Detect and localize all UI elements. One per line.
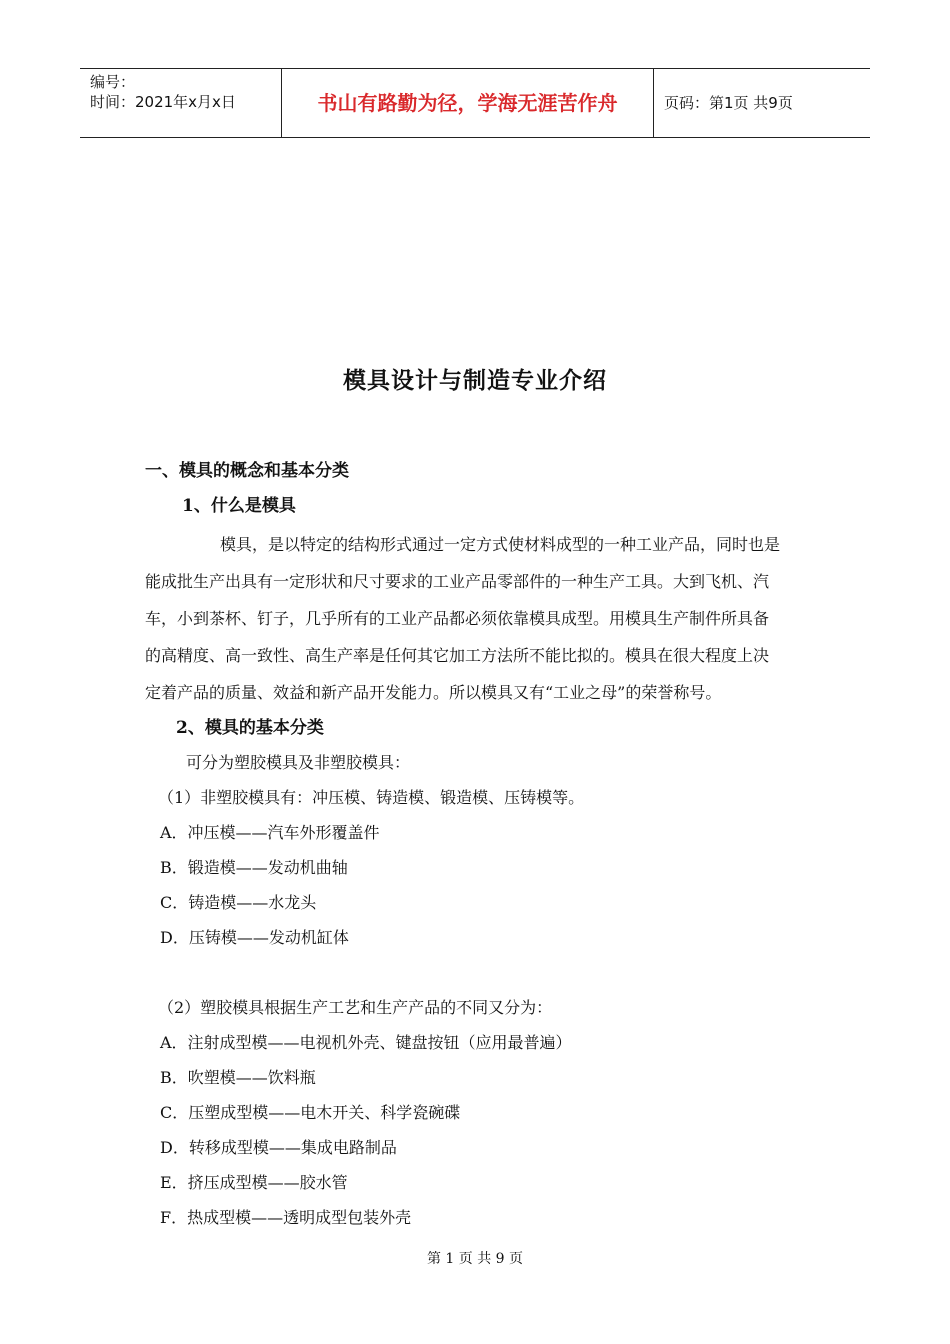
list-item: A．冲压模——汽车外形覆盖件 [160, 823, 380, 842]
page-title: 模具设计与制造专业介绍 [343, 367, 607, 394]
list-item: E．挤压成型模——胶水管 [160, 1173, 348, 1192]
list-item: F．热成型模——透明成型包装外壳 [160, 1208, 412, 1227]
list-item: A．注射成型模——电视机外壳、键盘按钮（应用最普遍） [160, 1033, 572, 1052]
section-heading: 一、模具的概念和基本分类 [145, 461, 349, 481]
list-item: D．转移成型模——集成电路制品 [160, 1138, 397, 1157]
paragraph-line: 车，小到茶杯、钉子，几乎所有的工业产品都必须依靠模具成型。用模具生产制件所具备 [145, 609, 770, 628]
number-label: 编号： [90, 73, 136, 91]
definition-paragraph [145, 526, 810, 711]
paragraph-line: 的高精度、高一致性、高生产率是任何其它加工方法所不能比拟的。模具在很大程度上决 [145, 646, 770, 665]
header-info-cell [80, 69, 282, 137]
motto: 书山有路勤为径，学海无涯苦作舟 [282, 69, 654, 137]
group-label-plastic: （2）塑胶模具根据生产工艺和生产产品的不同又分为： [158, 998, 553, 1017]
subsection-heading-1: 1、什么是模具 [182, 496, 296, 516]
list-item: B．锻造模——发动机曲轴 [160, 858, 348, 877]
subsection-heading-2: 2、模具的基本分类 [176, 718, 324, 738]
list-item: C．铸造模——水龙头 [160, 893, 317, 912]
paragraph-line: 能成批生产出具有一定形状和尺寸要求的工业产品零部件的一种生产工具。大到飞机、汽 [145, 572, 770, 591]
paragraph-line: 定着产品的质量、效益和新产品开发能力。所以模具又有“工业之母”的荣誉称号。 [145, 683, 722, 702]
list-item: C．压塑成型模——电木开关、科学瓷碗碟 [160, 1103, 461, 1122]
list-item: D．压铸模——发动机缸体 [160, 928, 349, 947]
group-label-non-plastic: （1）非塑胶模具有：冲压模、铸造模、锻造模、压铸模等。 [158, 788, 585, 807]
page-footer: 第 1 页 共 9 页 [426, 1251, 524, 1267]
paragraph-line: 模具，是以特定的结构形式通过一定方式使材料成型的一种工业产品，同时也是 [220, 535, 781, 554]
time-label: 时间：2021年x月x日 [90, 93, 236, 111]
header-table [80, 68, 870, 138]
list-item: B．吹塑模——饮料瓶 [160, 1068, 316, 1087]
classification-intro: 可分为塑胶模具及非塑胶模具： [186, 753, 411, 772]
page-label: 页码：第1页 共9页 [664, 94, 793, 112]
